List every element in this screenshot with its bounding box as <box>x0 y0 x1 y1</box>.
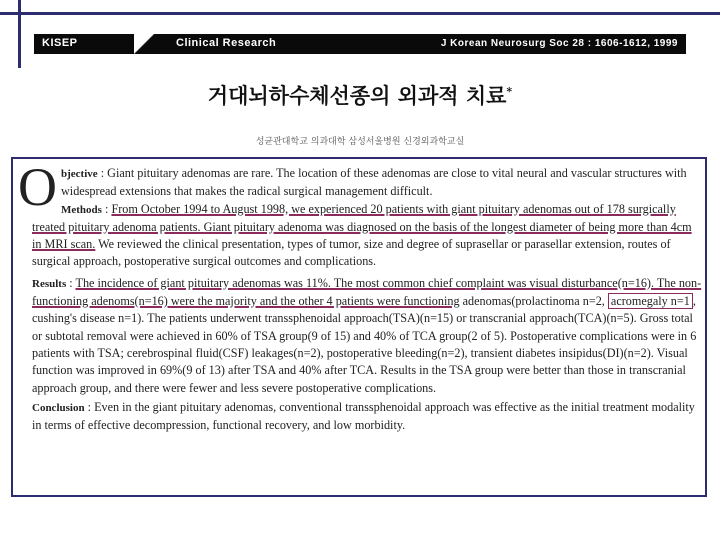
conclusion-label: Conclusion <box>32 401 85 414</box>
conclusion-sep: : <box>84 399 95 414</box>
dropcap: O <box>18 157 57 217</box>
methods-paragraph <box>18 201 704 271</box>
conclusion-paragraph <box>18 399 704 435</box>
conclusion-text: Even in the giant pituitary adenomas, conventional transsphenoidal approach was effective as the initial treatment modality in terms of effective decompression, functional recovery, and low morbidity. <box>32 399 695 433</box>
top-band <box>0 0 720 12</box>
results-boxed: acromegaly n=1 <box>608 293 693 309</box>
journal-citation: J Korean Neurosurg Soc 28 : 1606-1612, 1999 <box>440 38 678 49</box>
results-underlined: The incidence of giant pituitary adenomas was 11%. The most common chief complaint was visual disturbance(n=16). The non-functioning adenoms(n=16) were the majority and the other 4 patients were functioning <box>32 275 702 309</box>
results-text-a: adenomas(prolactinoma n=2, <box>459 294 608 309</box>
kisep-label: KISEP <box>42 37 78 49</box>
objective-text: Giant pituitary adenomas are rare. The location of these adenomas are close to vital neural and vascular structures with widespread extensions that makes the radical surgical management difficult. <box>61 166 687 199</box>
section-label: Clinical Research <box>176 37 277 49</box>
results-label: Results <box>32 277 67 290</box>
methods-label: Methods <box>61 203 102 216</box>
title-footnote-mark: * <box>506 85 513 98</box>
header-slash-decoration <box>134 34 154 54</box>
author-affiliation: 성균관대학교 의과대학 삼성서울병원 신경외과학교실 <box>255 137 465 147</box>
paper-title <box>0 80 720 110</box>
journal-header-bar <box>34 34 686 54</box>
results-sep: : <box>66 275 76 290</box>
results-paragraph <box>18 275 704 397</box>
objective-sep: : <box>97 166 108 180</box>
paper-title-text: 거대뇌하수체선종의 외과적 치료 <box>207 83 507 108</box>
methods-underlined: From October 1994 to August 1998, we experienced 20 patients with giant pituitary adenomas out of 178 surgically treated pituitary adenoma patients. Giant pituitary adenoma was diagnosed on the basis of the longest diameter of being more than 4cm in MRI scan. <box>32 201 692 252</box>
abstract <box>18 157 704 434</box>
methods-text: We reviewed the clinical presentation, types of tumor, size and degree of suprasellar or parasellar extension, routes of surgical approach, postoperative surgical outcomes and complications. <box>32 237 671 269</box>
frame-line-left <box>18 0 21 68</box>
frame-line-top <box>0 12 720 15</box>
results-text-b: , cushing's disease n=1). The patients underwent transsphenoidal approach(TSA)(n=15) or transcranial approach(TCA)(n=5). Gross total or subtotal removal were achieved in 60% of TSA group(9 of 15) and 40% of TCA group(2 of 5). Postoperative complications were in 6 patients with TSA; cerebrospinal fluid(CSF) leakages(n=2), postoperative bleeding(n=2), transient diabetes insipidus(DI)(n=2). Visual function was improved in 69%(9 of 13) after TSA and 40% after TCA. Results in the TSA group were better than those in transcranial approach group, and there were fewer and less severe postoperative complications. <box>32 294 697 395</box>
methods-sep: : <box>101 201 112 216</box>
objective-label: bjective <box>61 168 98 180</box>
